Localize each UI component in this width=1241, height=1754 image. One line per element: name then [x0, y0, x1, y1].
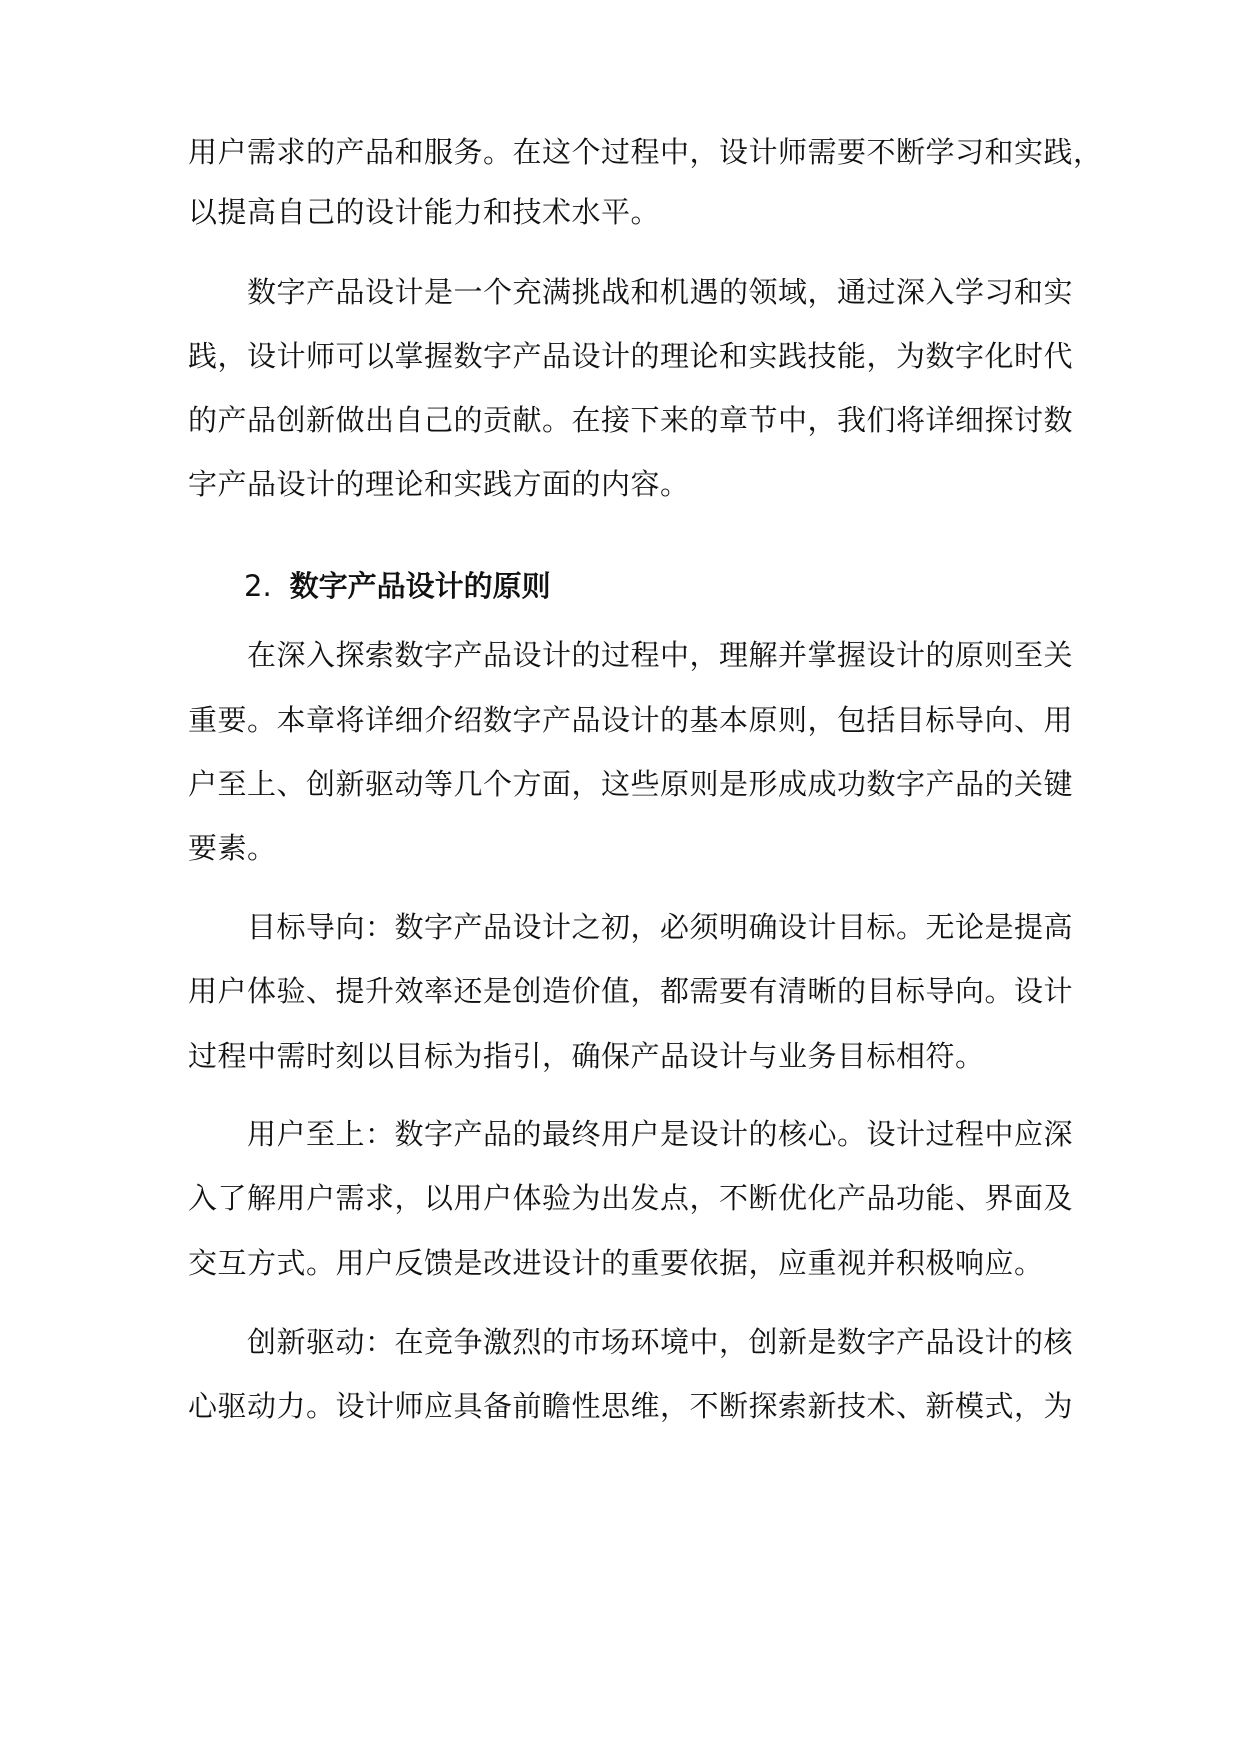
section-title: 数字产品设计的原则 — [289, 569, 551, 603]
paragraph-line: 户至上、创新驱动等几个方面，这些原则是形成成功数字产品的关键 — [188, 767, 1074, 801]
paragraph-line: 字产品设计的理论和实践方面的内容。 — [188, 467, 690, 501]
paragraph-line: 重要。本章将详细介绍数字产品设计的基本原则，包括目标导向、用 — [188, 703, 1074, 737]
paragraph-line: 用户体验、提升效率还是创造价值，都需要有清晰的目标导向。设计 — [188, 974, 1074, 1008]
paragraph-line: 要素。 — [188, 831, 277, 865]
paragraph-line: 过程中需时刻以目标为指引，确保产品设计与业务目标相符。 — [188, 1039, 985, 1073]
paragraph-line: 在深入探索数字产品设计的过程中，理解并掌握设计的原则至关 — [247, 638, 1074, 672]
section-heading — [244, 556, 551, 616]
paragraph-line: 入了解用户需求，以用户体验为出发点，不断优化产品功能、界面及 — [188, 1181, 1074, 1215]
paragraph-line: 用户需求的产品和服务。在这个过程中，设计师需要不断学习和实践， — [188, 135, 1103, 169]
paragraph-line: 用户至上：数字产品的最终用户是设计的核心。设计过程中应深 — [247, 1117, 1074, 1151]
paragraph-line: 的产品创新做出自己的贡献。在接下来的章节中，我们将详细探讨数 — [188, 403, 1074, 437]
paragraph-line: 创新驱动：在竞争激烈的市场环境中，创新是数字产品设计的核 — [247, 1325, 1074, 1359]
section-number: 2. — [244, 569, 272, 603]
paragraph-line: 心驱动力。设计师应具备前瞻性思维，不断探索新技术、新模式，为 — [188, 1389, 1074, 1423]
paragraph-line: 践，设计师可以掌握数字产品设计的理论和实践技能，为数字化时代 — [188, 339, 1074, 373]
paragraph-line: 目标导向：数字产品设计之初，必须明确设计目标。无论是提高 — [247, 910, 1074, 944]
paragraph-line: 以提高自己的设计能力和技术水平。 — [188, 195, 661, 229]
paragraph-line: 数字产品设计是一个充满挑战和机遇的领域，通过深入学习和实 — [247, 275, 1074, 309]
paragraph-line: 交互方式。用户反馈是改进设计的重要依据，应重视并积极响应。 — [188, 1246, 1044, 1280]
